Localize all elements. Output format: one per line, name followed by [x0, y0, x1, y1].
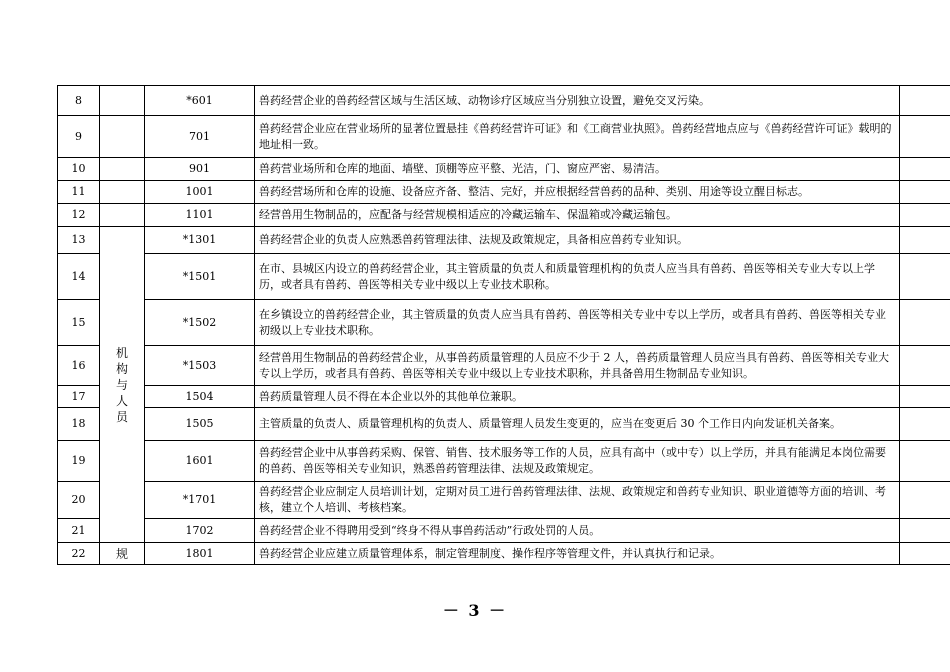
category-text: 机构与人员	[115, 345, 128, 424]
row-number: 13	[58, 227, 100, 254]
result-cell	[900, 482, 950, 519]
item-content: 兽药经营场所和仓库的设施、设备应齐备、整洁、完好，并应根据经营兽药的品种、类别、用途等设立醒目标志。	[255, 181, 900, 204]
table-row	[58, 482, 950, 519]
result-cell	[900, 408, 950, 441]
category-cell-blank	[100, 158, 145, 181]
result-cell	[900, 543, 950, 565]
inspection-table	[57, 85, 950, 565]
item-code: 1504	[145, 386, 255, 408]
item-code: 1101	[145, 204, 255, 227]
table-row	[58, 86, 950, 116]
item-code: 1801	[145, 543, 255, 565]
item-content: 兽药经营企业的负责人应熟悉兽药管理法律、法规及政策规定，具备相应兽药专业知识。	[255, 227, 900, 254]
result-cell	[900, 346, 950, 386]
item-content: 兽药经营企业应制定人员培训计划，定期对员工进行兽药管理法律、法规、政策规定和兽药专业知识、职业道德等方面的培训、考核，建立个人培训、考核档案。	[255, 482, 900, 519]
table-row	[58, 158, 950, 181]
row-number: 9	[58, 116, 100, 158]
result-cell	[900, 116, 950, 158]
table-row	[58, 227, 950, 254]
category-cell-blank	[100, 116, 145, 158]
category-label-personnel	[100, 227, 145, 543]
row-number: 10	[58, 158, 100, 181]
row-number: 18	[58, 408, 100, 441]
item-code: *1503	[145, 346, 255, 386]
result-cell	[900, 254, 950, 300]
table-row	[58, 543, 950, 565]
item-code: 1601	[145, 441, 255, 482]
table-row	[58, 386, 950, 408]
item-code: *1502	[145, 300, 255, 346]
page-number: － 3 －	[442, 601, 508, 620]
table-row	[58, 181, 950, 204]
item-content: 经营兽用生物制品的兽药经营企业，从事兽药质量管理的人员应不少于 2 人，兽药质量管理人员应当具有兽药、兽医等相关专业大专以上学历，或者具有兽药、兽医等相关专业中级以上专业技术职称，并具备兽用生物制品专业知识。	[255, 346, 900, 386]
item-content: 经营兽用生物制品的，应配备与经营规模相适应的冷藏运输车、保温箱或冷藏运输包。	[255, 204, 900, 227]
table-row	[58, 116, 950, 158]
table-row	[58, 441, 950, 482]
item-content: 在乡镇设立的兽药经营企业，其主管质量的负责人应当具有兽药、兽医等相关专业中专以上学历，或者具有兽药、兽医等相关专业初级以上专业技术职称。	[255, 300, 900, 346]
item-content: 兽药经营企业应在营业场所的显著位置悬挂《兽药经营许可证》和《工商营业执照》。兽药经营地点应与《兽药经营许可证》载明的地址相一致。	[255, 116, 900, 158]
row-number: 22	[58, 543, 100, 565]
result-cell	[900, 386, 950, 408]
item-content: 兽药经营企业中从事兽药采购、保管、销售、技术服务等工作的人员，应具有高中（或中专）以上学历，并具有能满足本岗位需要的兽药、兽医等相关专业知识，熟悉兽药管理法律、法规及政策规定。	[255, 441, 900, 482]
result-cell	[900, 300, 950, 346]
item-content: 兽药经营企业不得聘用受到“终身不得从事兽药活动”行政处罚的人员。	[255, 519, 900, 543]
table-row	[58, 300, 950, 346]
item-code: 1505	[145, 408, 255, 441]
row-number: 8	[58, 86, 100, 116]
row-number: 15	[58, 300, 100, 346]
item-content: 兽药经营企业应建立质量管理体系，制定管理制度、操作程序等管理文件，并认真执行和记录。	[255, 543, 900, 565]
row-number: 12	[58, 204, 100, 227]
item-code: *601	[145, 86, 255, 116]
row-number: 14	[58, 254, 100, 300]
item-code: 1001	[145, 181, 255, 204]
row-number: 16	[58, 346, 100, 386]
table-row	[58, 408, 950, 441]
table-row	[58, 519, 950, 543]
result-cell	[900, 441, 950, 482]
item-code: 701	[145, 116, 255, 158]
table-row	[58, 204, 950, 227]
item-code: *1501	[145, 254, 255, 300]
row-number: 17	[58, 386, 100, 408]
result-cell	[900, 227, 950, 254]
item-content: 兽药经营企业的兽药经营区域与生活区域、动物诊疗区域应当分别独立设置，避免交叉污染。	[255, 86, 900, 116]
row-number: 21	[58, 519, 100, 543]
category-cell-blank	[100, 204, 145, 227]
row-number: 20	[58, 482, 100, 519]
category-label-regulation: 规	[100, 543, 145, 565]
result-cell	[900, 204, 950, 227]
table-row	[58, 346, 950, 386]
item-content: 主管质量的负责人、质量管理机构的负责人、质量管理人员发生变更的，应当在变更后 30 个工作日内向发证机关备案。	[255, 408, 900, 441]
item-code: *1301	[145, 227, 255, 254]
result-cell	[900, 86, 950, 116]
item-code: 901	[145, 158, 255, 181]
result-cell	[900, 158, 950, 181]
item-content: 兽药营业场所和仓库的地面、墙壁、顶棚等应平整、光洁，门、窗应严密、易清洁。	[255, 158, 900, 181]
result-cell	[900, 181, 950, 204]
category-cell-blank	[100, 181, 145, 204]
category-cell-blank	[100, 86, 145, 116]
item-content: 在市、县城区内设立的兽药经营企业，其主管质量的负责人和质量管理机构的负责人应当具有兽药、兽医等相关专业大专以上学历，或者具有兽药、兽医等相关专业中级以上专业技术职称。	[255, 254, 900, 300]
row-number: 19	[58, 441, 100, 482]
row-number: 11	[58, 181, 100, 204]
item-code: 1702	[145, 519, 255, 543]
result-cell	[900, 519, 950, 543]
item-content: 兽药质量管理人员不得在本企业以外的其他单位兼职。	[255, 386, 900, 408]
table-row	[58, 254, 950, 300]
item-code: *1701	[145, 482, 255, 519]
